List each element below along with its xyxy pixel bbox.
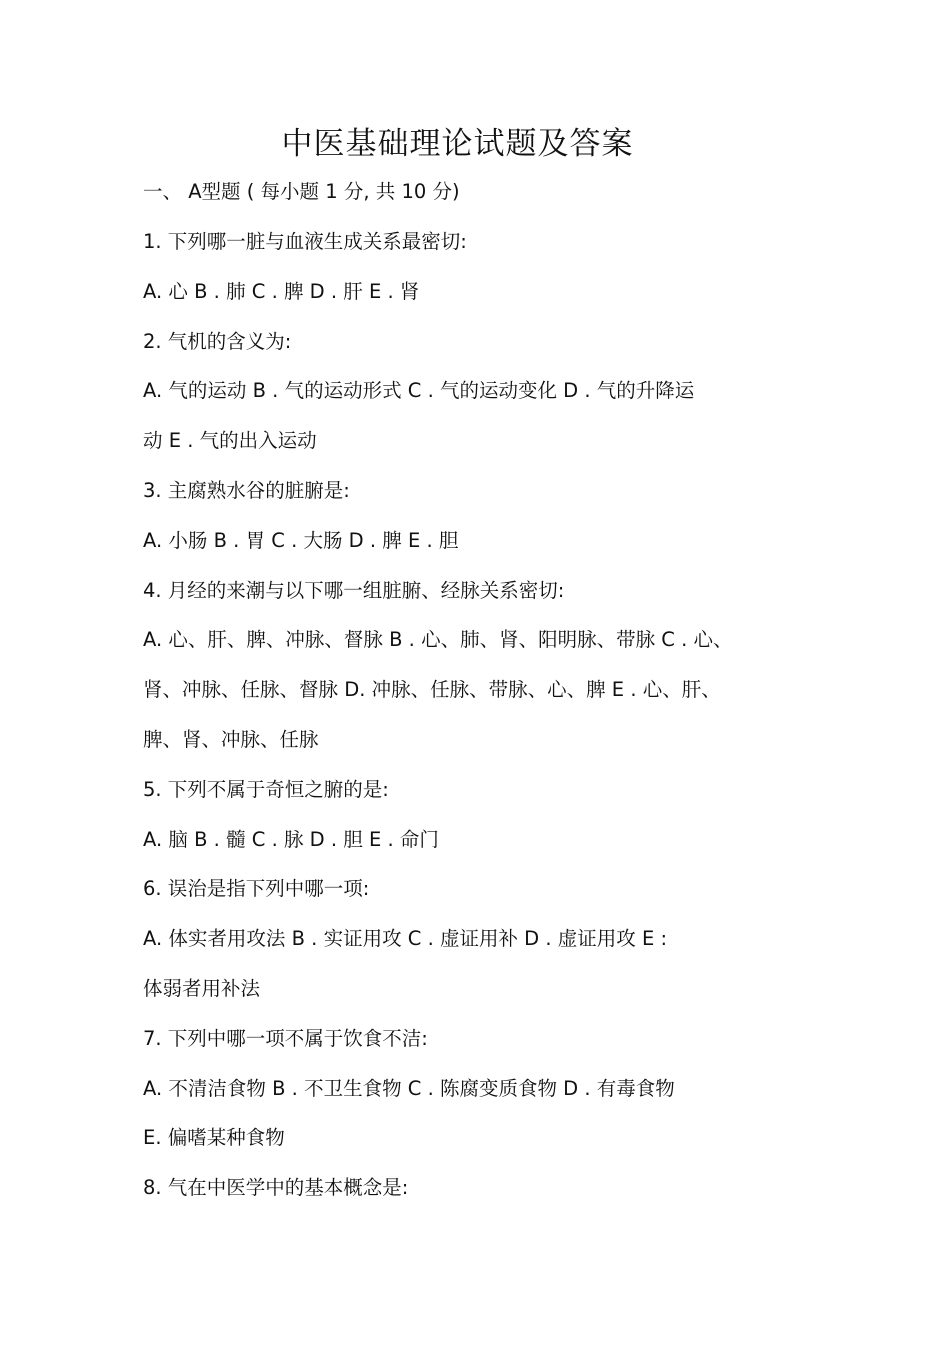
question-3: 3. 主腐熟水谷的脏腑是: [143, 479, 350, 502]
question-4-options: A. 心、肝、脾、冲脉、督脉 B . 心、肺、肾、阳明脉、带脉 C . 心、 [143, 628, 733, 651]
question-5: 5. 下列不属于奇恒之腑的是: [143, 778, 389, 801]
question-6-options: A. 体实者用攻法 B . 实证用攻 C . 虚证用补 D . 虚证用攻 E : [143, 927, 668, 950]
question-6: 6. 误治是指下列中哪一项: [143, 877, 370, 900]
question-4: 4. 月经的来潮与以下哪一组脏腑、经脉关系密切: [143, 579, 565, 602]
question-7-options-cont: E. 偏嗜某种食物 [143, 1126, 285, 1149]
question-6-options-cont: 体弱者用补法 [143, 977, 261, 1000]
question-1: 1. 下列哪一脏与血液生成关系最密切: [143, 230, 467, 253]
question-7: 7. 下列中哪一项不属于饮食不洁: [143, 1027, 428, 1050]
question-2-options: A. 气的运动 B . 气的运动形式 C . 气的运动变化 D . 气的升降运 [143, 379, 695, 402]
document-title: 中医基础理论试题及答案 [281, 126, 634, 162]
question-1-options: A. 心 B . 肺 C . 脾 D . 肝 E . 肾 [143, 280, 420, 303]
question-4-options-cont: 肾、冲脉、任脉、督脉 D. 冲脉、任脉、带脉、心、脾 E . 心、肝、 [143, 678, 721, 701]
question-7-options: A. 不清洁食物 B . 不卫生食物 C . 陈腐变质食物 D . 有毒食物 [143, 1077, 675, 1100]
question-2: 2. 气机的含义为: [143, 330, 292, 353]
question-5-options: A. 脑 B . 髓 C . 脉 D . 胆 E . 命门 [143, 828, 439, 851]
section-heading: 一、 A型题 ( 每小题 1 分, 共 10 分) [143, 180, 460, 203]
question-2-options-cont: 动 E . 气的出入运动 [143, 429, 317, 452]
question-8: 8. 气在中医学中的基本概念是: [143, 1176, 409, 1199]
question-4-options-cont: 脾、肾、冲脉、任脉 [143, 728, 319, 751]
question-3-options: A. 小肠 B . 胃 C . 大肠 D . 脾 E . 胆 [143, 529, 459, 552]
